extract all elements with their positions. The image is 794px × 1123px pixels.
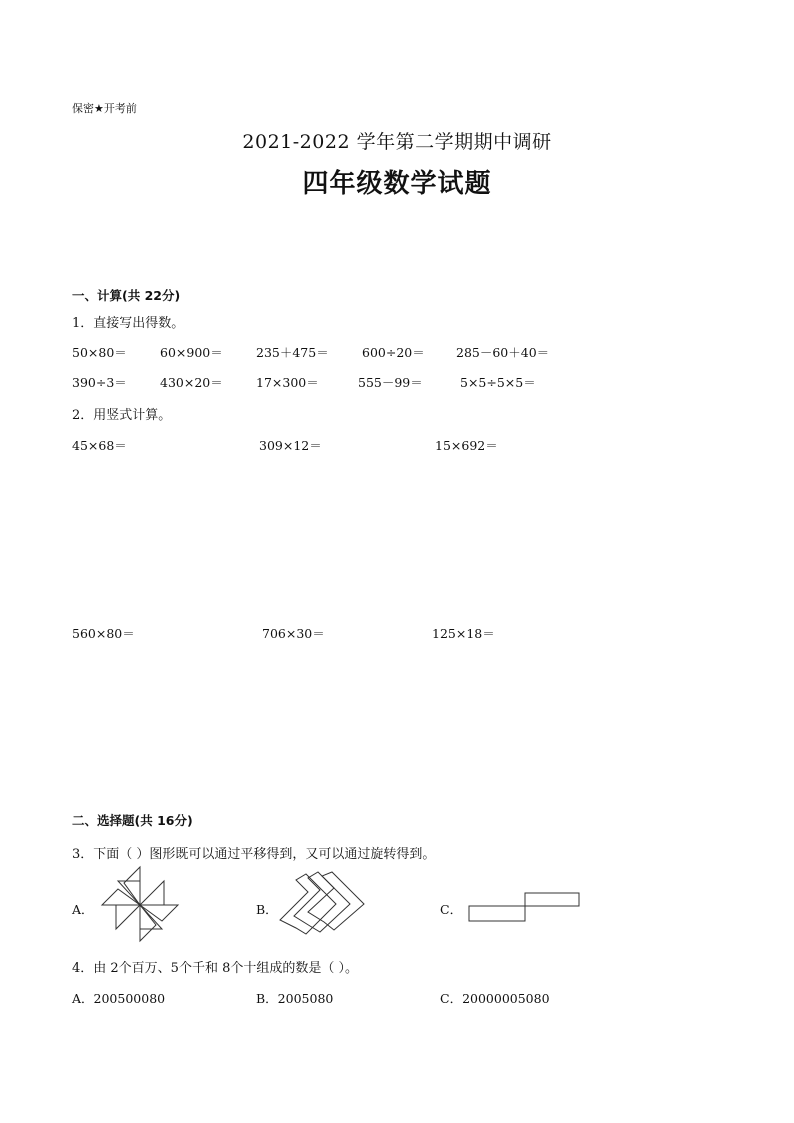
- question-3-text: 3．下面（ ）图形既可以通过平移得到，又可以通过旋转得到。: [72, 847, 436, 862]
- vertical-calc-item: 15×692＝: [435, 438, 498, 453]
- calc-item: 5×5÷5×5＝: [460, 375, 536, 390]
- calc-item: 555－99＝: [358, 375, 423, 390]
- exam-subtitle: 2021-2022 学年第二学期期中调研: [242, 131, 552, 153]
- calc-item: 430×20＝: [160, 375, 223, 390]
- question-1-text: 1．直接写出得数。: [72, 316, 185, 331]
- question-2-text: 2．用竖式计算。: [72, 408, 172, 423]
- calc-item: 50×80＝: [72, 345, 127, 360]
- vertical-calc-item: 706×30＝: [262, 626, 325, 641]
- confidential-label: 保密★开考前: [72, 102, 137, 115]
- pinwheel-figure: [100, 867, 184, 945]
- vertical-calc-item: 125×18＝: [432, 626, 495, 641]
- option-c-label: C．: [440, 902, 463, 917]
- vertical-calc-item: 560×80＝: [72, 626, 135, 641]
- calc-item: 17×300＝: [256, 375, 319, 390]
- calc-item: 390÷3＝: [72, 375, 127, 390]
- calc-item: 600÷20＝: [362, 345, 425, 360]
- calc-item: 285－60＋40＝: [456, 345, 550, 360]
- chevrons-figure: [280, 872, 366, 934]
- section-2-heading: 二、选择题(共 16分): [72, 813, 193, 828]
- option-b-label: B．: [256, 902, 278, 917]
- option-a: A．200500080: [72, 991, 166, 1006]
- question-4-text: 4．由 2个百万、5个千和 8个十组成的数是（ ）。: [72, 961, 358, 976]
- calc-item: 60×900＝: [160, 345, 223, 360]
- option-b: B．2005080: [256, 991, 334, 1006]
- calc-item: 235＋475＝: [256, 345, 329, 360]
- vertical-calc-item: 309×12＝: [259, 438, 322, 453]
- vertical-calc-item: 45×68＝: [72, 438, 127, 453]
- rectangles-figure: [468, 890, 582, 924]
- option-c: C．20000005080: [440, 991, 550, 1006]
- section-1-heading: 一、计算(共 22分): [72, 288, 181, 303]
- exam-title: 四年级数学试题: [302, 169, 492, 199]
- option-a-label: A．: [72, 902, 94, 917]
